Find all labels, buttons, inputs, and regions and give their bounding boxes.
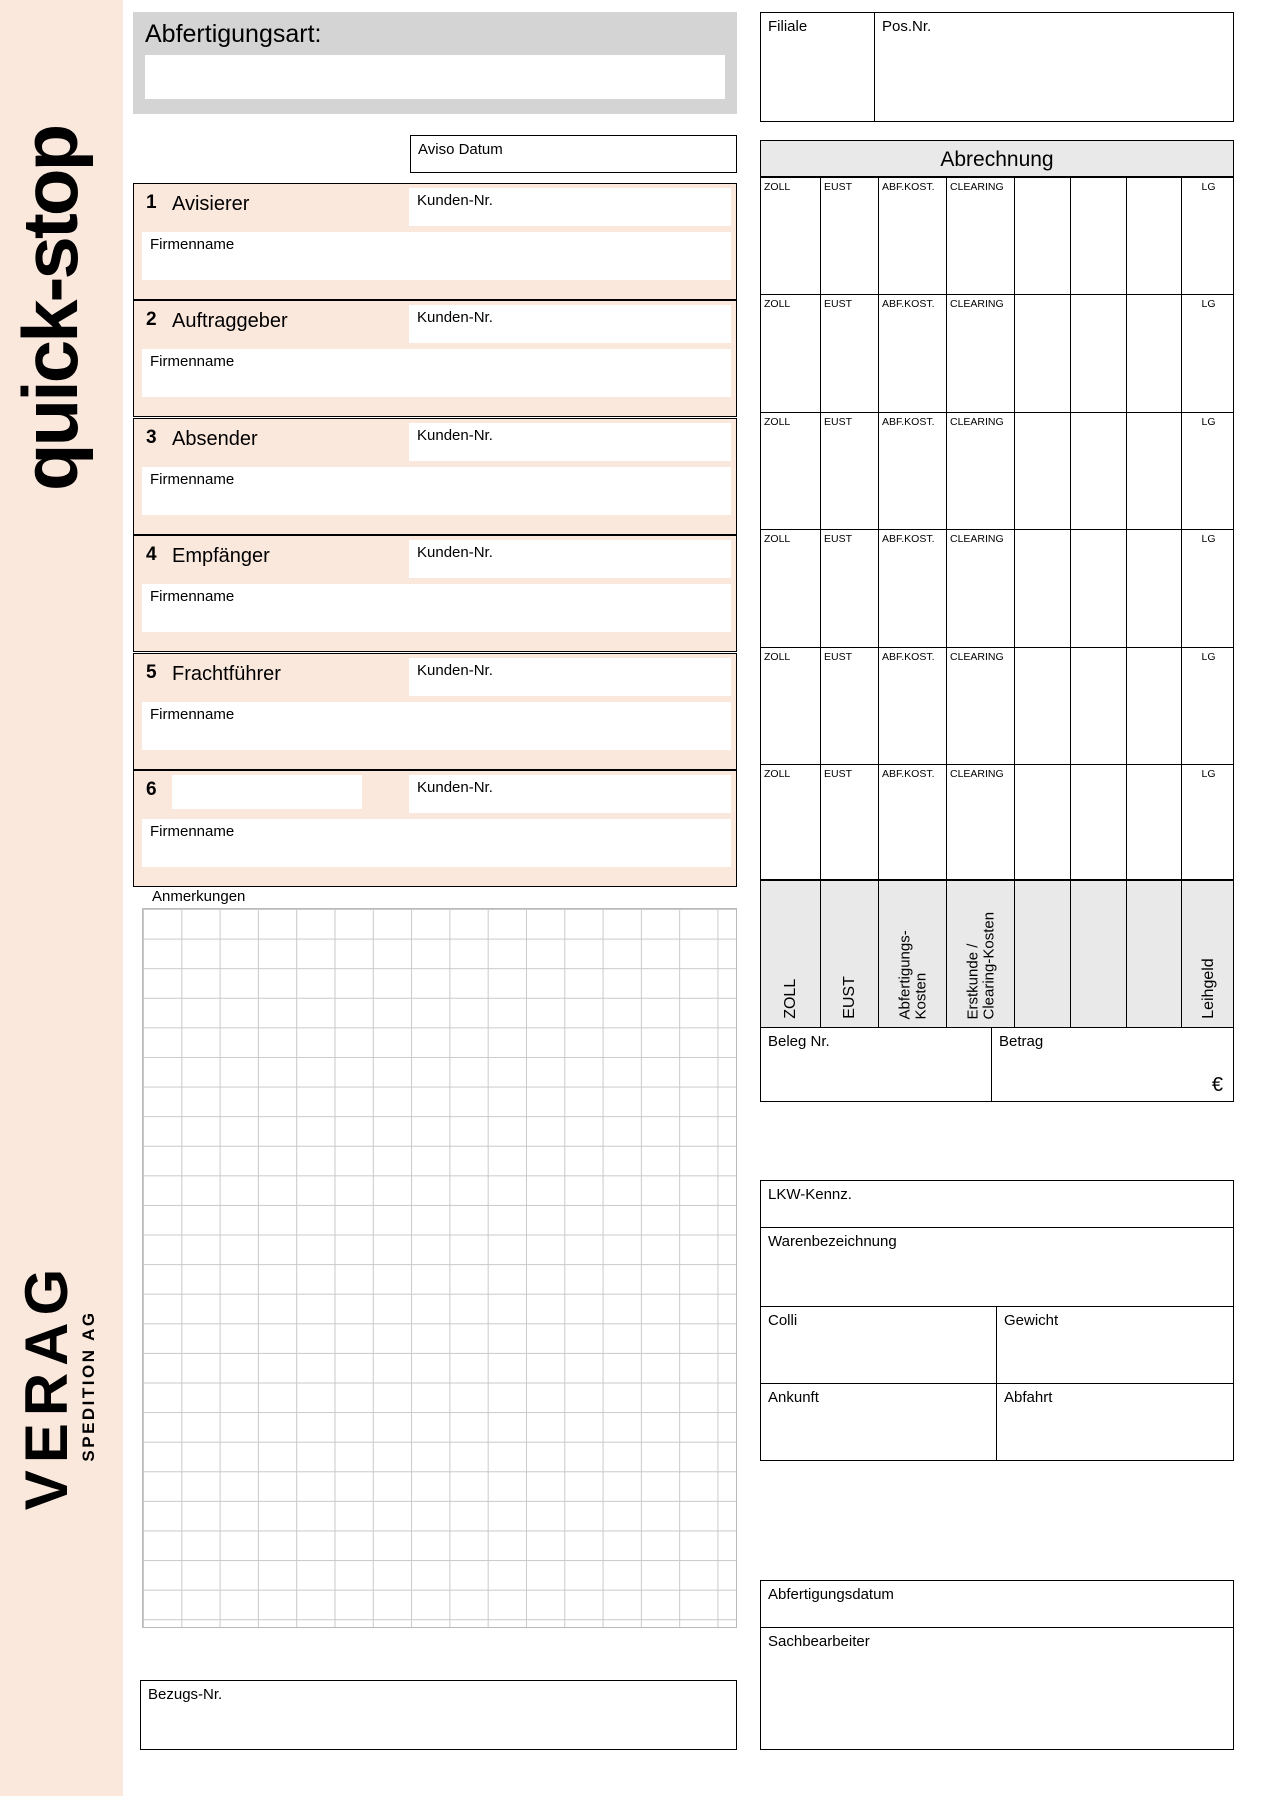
kunden-nr-field[interactable]: Kunden-Nr.: [409, 658, 731, 696]
abrechnung-cell[interactable]: [879, 295, 947, 412]
abrechnung-vertical-header-cell: [1127, 881, 1182, 1027]
party-row: [133, 300, 737, 417]
abrechnung-cell-label: LG: [1201, 298, 1216, 310]
kunden-nr-field[interactable]: Kunden-Nr.: [409, 540, 731, 578]
firmenname-field[interactable]: Firmenname: [142, 349, 731, 397]
abrechnung-cell-label: ZOLL: [764, 416, 791, 428]
gewicht-label: Gewicht: [1004, 1312, 1059, 1329]
firmenname-field[interactable]: Firmenname: [142, 467, 731, 515]
abrechnung-cell[interactable]: [761, 530, 821, 647]
abrechnung-cell[interactable]: [947, 765, 1015, 879]
warenbezeichnung-label: Warenbezeichnung: [768, 1233, 897, 1250]
abrechnung-cell-label: ABF.KOST.: [882, 651, 935, 663]
abrechnung-cell[interactable]: [947, 178, 1015, 294]
party-role-label: Absender: [172, 428, 258, 450]
party-number: 4: [146, 544, 157, 565]
abrechnung-cell[interactable]: [761, 648, 821, 764]
aviso-datum-label: Aviso Datum: [418, 141, 503, 158]
beleg-nr-field[interactable]: [760, 1027, 992, 1102]
anmerkungen-label: Anmerkungen: [152, 888, 246, 905]
abrechnung-row: [760, 530, 1234, 648]
abrechnung-cell[interactable]: [821, 413, 879, 529]
abrechnung-cell-label: [1071, 765, 1126, 768]
abrechnung-cell-label: [1127, 530, 1181, 533]
abrechnung-cell-label: CLEARING: [950, 651, 1004, 663]
abrechnung-cell[interactable]: [1127, 178, 1182, 294]
sachbearbeiter-label: Sachbearbeiter: [768, 1633, 870, 1650]
abfertigungsart-input[interactable]: [145, 55, 725, 99]
abrechnung-cell-label: [1127, 413, 1181, 416]
abrechnung-cell-label: [1127, 648, 1181, 651]
party-role-input[interactable]: [172, 775, 362, 809]
abrechnung-cell-label: ZOLL: [764, 181, 791, 193]
abrechnung-cell-label: CLEARING: [950, 181, 1004, 193]
ankunft-field[interactable]: [760, 1383, 997, 1461]
abrechnung-cell[interactable]: [761, 413, 821, 529]
abrechnung-cell[interactable]: [1015, 765, 1071, 879]
abrechnung-row: [760, 177, 1234, 295]
party-number: 5: [146, 662, 157, 683]
abrechnung-cell[interactable]: [947, 648, 1015, 764]
lkw-kennz-field[interactable]: [760, 1180, 1234, 1228]
abrechnung-cell-label: CLEARING: [950, 298, 1004, 310]
abrechnung-cell-label: ZOLL: [764, 768, 791, 780]
abrechnung-cell-label: ABF.KOST.: [882, 416, 935, 428]
abrechnung-cell-label: LG: [1201, 651, 1216, 663]
abfahrt-field[interactable]: [996, 1383, 1234, 1461]
abrechnung-cell-label: EUST: [824, 181, 853, 193]
abrechnung-cell[interactable]: [947, 413, 1015, 529]
brand-verag-logo: [13, 1196, 99, 1576]
abrechnung-cell[interactable]: [1015, 295, 1071, 412]
party-row: [133, 418, 737, 535]
warenbezeichnung-field[interactable]: [760, 1227, 1234, 1307]
firmenname-field[interactable]: Firmenname: [142, 584, 731, 632]
abrechnung-cell-label: [1015, 648, 1070, 651]
abrechnung-cell[interactable]: [1071, 413, 1127, 529]
abfertigungsdatum-field[interactable]: [760, 1580, 1234, 1628]
abrechnung-cell[interactable]: [1182, 530, 1235, 647]
abrechnung-cell-label: [1015, 295, 1070, 298]
abrechnung-cell[interactable]: [1182, 648, 1235, 764]
posnr-field[interactable]: [874, 12, 1234, 122]
abfertigungsdatum-label: Abfertigungsdatum: [768, 1586, 894, 1603]
filiale-field[interactable]: [760, 12, 875, 122]
abrechnung-cell[interactable]: [1015, 178, 1071, 294]
betrag-field[interactable]: [991, 1027, 1234, 1102]
party-role-label: Empfänger: [172, 545, 270, 567]
abrechnung-cell-label: [1071, 648, 1126, 651]
abrechnung-cell-label: ABF.KOST.: [882, 181, 935, 193]
abrechnung-cell-label: LG: [1201, 416, 1216, 428]
abrechnung-cell[interactable]: [947, 530, 1015, 647]
party-number: 6: [146, 779, 157, 800]
abrechnung-vertical-header-label: Abfertigungs- Kosten: [896, 929, 930, 1019]
abrechnung-cell[interactable]: [821, 765, 879, 879]
abrechnung-cell[interactable]: [1071, 178, 1127, 294]
kunden-nr-field[interactable]: Kunden-Nr.: [409, 775, 731, 813]
abrechnung-cell[interactable]: [1127, 648, 1182, 764]
abrechnung-row: [760, 765, 1234, 880]
abrechnung-cell-label: LG: [1201, 533, 1216, 545]
firmenname-field[interactable]: Firmenname: [142, 702, 731, 750]
party-number: 2: [146, 309, 157, 330]
abrechnung-vertical-header-cell: [1182, 881, 1235, 1027]
abrechnung-cell-label: ABF.KOST.: [882, 768, 935, 780]
abrechnung-cell-label: CLEARING: [950, 416, 1004, 428]
lkw-kennz-label: LKW-Kennz.: [768, 1186, 852, 1203]
abrechnung-cell-label: [1015, 178, 1070, 181]
abrechnung-vertical-header-cell: [947, 881, 1015, 1027]
abrechnung-row: [760, 648, 1234, 765]
abrechnung-cell-label: [1127, 765, 1181, 768]
abrechnung-cell-label: [1127, 295, 1181, 298]
abrechnung-cell[interactable]: [1071, 648, 1127, 764]
abrechnung-cell-label: [1071, 530, 1126, 533]
abrechnung-cell[interactable]: [761, 765, 821, 879]
abrechnung-cell[interactable]: [879, 530, 947, 647]
abrechnung-cell-label: ABF.KOST.: [882, 298, 935, 310]
party-number: 1: [146, 192, 157, 213]
abrechnung-vertical-header-cell: [821, 881, 879, 1027]
abrechnung-cell[interactable]: [879, 765, 947, 879]
abrechnung-cell-label: CLEARING: [950, 533, 1004, 545]
abrechnung-cell-label: ZOLL: [764, 651, 791, 663]
abrechnung-cell[interactable]: [879, 648, 947, 764]
abrechnung-cell-label: [1071, 295, 1126, 298]
abrechnung-cell[interactable]: [879, 413, 947, 529]
abrechnung-row: [760, 295, 1234, 413]
abrechnung-cell[interactable]: [821, 648, 879, 764]
posnr-label: Pos.Nr.: [882, 18, 932, 35]
abrechnung-cell-label: [1071, 178, 1126, 181]
abrechnung-vertical-header-cell: [879, 881, 947, 1027]
abrechnung-cell[interactable]: [761, 295, 821, 412]
abrechnung-cell[interactable]: [821, 295, 879, 412]
abrechnung-title: Abrechnung: [940, 148, 1054, 171]
party-row: [133, 183, 737, 300]
abrechnung-cell-label: ABF.KOST.: [882, 533, 935, 545]
abrechnung-cell[interactable]: [1127, 530, 1182, 647]
abrechnung-cell-label: LG: [1201, 181, 1216, 193]
brand-verag-subtitle: SPEDITION AG: [79, 1310, 98, 1462]
abrechnung-cell[interactable]: [1127, 765, 1182, 879]
anmerkungen-grid-input[interactable]: [142, 908, 737, 1628]
kunden-nr-field[interactable]: Kunden-Nr.: [409, 423, 731, 461]
abrechnung-cell[interactable]: [1127, 413, 1182, 529]
abrechnung-cell-label: EUST: [824, 651, 853, 663]
party-row: [133, 770, 737, 887]
abfertigungsart-block: [133, 12, 737, 114]
brand-strip: [0, 0, 123, 1796]
ankunft-label: Ankunft: [768, 1389, 819, 1406]
abrechnung-cell-label: EUST: [824, 533, 853, 545]
abrechnung-header: [760, 140, 1234, 177]
abrechnung-cell-label: ZOLL: [764, 533, 791, 545]
abrechnung-cell[interactable]: [1182, 765, 1235, 879]
filiale-label: Filiale: [768, 18, 808, 35]
party-role-label: Frachtführer: [172, 663, 281, 685]
bezugs-nr-label: Bezugs-Nr.: [148, 1686, 223, 1703]
firmenname-field[interactable]: Firmenname: [142, 232, 731, 280]
abrechnung-vertical-header-cell: [1015, 881, 1071, 1027]
currency-symbol: €: [1211, 1074, 1223, 1096]
abrechnung-cell[interactable]: [1015, 648, 1071, 764]
firmenname-field[interactable]: Firmenname: [142, 819, 731, 867]
colli-field[interactable]: [760, 1306, 997, 1384]
abrechnung-cell[interactable]: [1127, 295, 1182, 412]
party-role-label: Auftraggeber: [172, 310, 288, 332]
kunden-nr-field[interactable]: Kunden-Nr.: [409, 305, 731, 343]
abrechnung-vertical-header-label: EUST: [841, 976, 859, 1019]
bezugs-nr-field[interactable]: [140, 1680, 737, 1750]
abrechnung-cell[interactable]: [1182, 295, 1235, 412]
party-row: [133, 535, 737, 652]
aviso-datum-field[interactable]: [410, 135, 737, 173]
party-row: [133, 653, 737, 770]
abrechnung-vertical-header-label: Leihgeld: [1199, 958, 1217, 1019]
abrechnung-cell[interactable]: [1015, 413, 1071, 529]
abrechnung-cell-label: [1071, 413, 1126, 416]
party-role-label: Avisierer: [172, 193, 250, 215]
abrechnung-cell[interactable]: [1015, 530, 1071, 647]
colli-label: Colli: [768, 1312, 798, 1329]
abrechnung-cell[interactable]: [1071, 295, 1127, 412]
abrechnung-vertical-header-label: ZOLL: [782, 978, 800, 1019]
abrechnung-cell-label: LG: [1201, 768, 1216, 780]
abrechnung-cell-label: [1127, 178, 1181, 181]
abrechnung-cell[interactable]: [1182, 178, 1235, 294]
abrechnung-cell[interactable]: [947, 295, 1015, 412]
kunden-nr-field[interactable]: Kunden-Nr.: [409, 188, 731, 226]
brand-verag-name: VERAG: [13, 1261, 80, 1511]
abrechnung-cell-label: CLEARING: [950, 768, 1004, 780]
gewicht-field[interactable]: [996, 1306, 1234, 1384]
brand-quickstop-logo: quick-stop: [6, 126, 94, 492]
abrechnung-cell-label: EUST: [824, 768, 853, 780]
abrechnung-cell[interactable]: [821, 530, 879, 647]
abrechnung-cell[interactable]: [1071, 765, 1127, 879]
abrechnung-vertical-headers: [760, 880, 1234, 1028]
abrechnung-cell[interactable]: [761, 178, 821, 294]
abfahrt-label: Abfahrt: [1004, 1389, 1053, 1406]
abrechnung-cell-label: EUST: [824, 416, 853, 428]
abrechnung-vertical-header-cell: [1071, 881, 1127, 1027]
beleg-nr-label: Beleg Nr.: [768, 1033, 830, 1050]
abrechnung-cell-label: [1015, 765, 1070, 768]
abrechnung-cell[interactable]: [821, 178, 879, 294]
abrechnung-cell-label: ZOLL: [764, 298, 791, 310]
abrechnung-row: [760, 413, 1234, 530]
party-number: 3: [146, 427, 157, 448]
abfertigungsart-label: Abfertigungsart:: [145, 20, 322, 48]
sachbearbeiter-field[interactable]: [760, 1627, 1234, 1750]
abrechnung-cell-label: [1015, 530, 1070, 533]
betrag-label: Betrag: [999, 1033, 1044, 1050]
abrechnung-cell-label: EUST: [824, 298, 853, 310]
abrechnung-cell[interactable]: [1071, 530, 1127, 647]
abrechnung-cell[interactable]: [879, 178, 947, 294]
abrechnung-vertical-header-cell: [761, 881, 821, 1027]
abrechnung-cell[interactable]: [1182, 413, 1235, 529]
abrechnung-cell-label: [1015, 413, 1070, 416]
abrechnung-vertical-header-label: Erstkunde / Clearing-Kosten: [964, 911, 998, 1019]
